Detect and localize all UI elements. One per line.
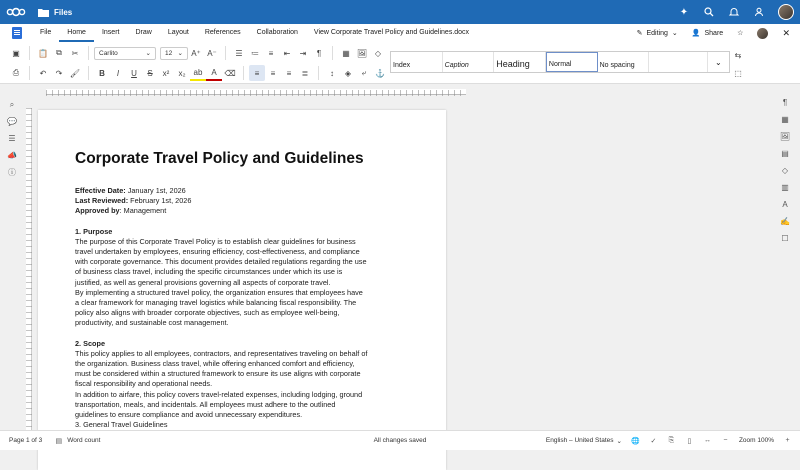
- style-label: Heading: [496, 59, 530, 69]
- body-line: fiscal responsibility and operational needs.: [75, 379, 213, 389]
- nextcloud-logo-icon[interactable]: [4, 0, 28, 24]
- menu-draw[interactable]: Draw: [135, 29, 152, 36]
- body-line: with corporate governance. This document provides detailed regulations regarding the use: [75, 257, 367, 267]
- editor-avatar[interactable]: [757, 28, 768, 39]
- form-settings-icon[interactable]: ☐: [781, 234, 789, 243]
- shrink-font-icon[interactable]: A⁻: [207, 48, 217, 58]
- menu-layout[interactable]: Layout: [167, 29, 189, 36]
- star-icon[interactable]: ☆: [737, 30, 744, 37]
- share-button[interactable]: [692, 29, 723, 37]
- nextcloud-header: [0, 0, 800, 24]
- paragraph-settings-icon[interactable]: ¶: [782, 98, 788, 107]
- insert-image-icon[interactable]: 🖼: [356, 48, 368, 58]
- meta-value: February 1st, 2026: [128, 196, 192, 206]
- home-toolbar: [0, 42, 800, 84]
- justify-icon[interactable]: ≣: [301, 68, 309, 78]
- ruler-ticks: [26, 108, 32, 430]
- body-line: productivity, and sustainable cost management.: [75, 318, 229, 328]
- style-heading[interactable]: [494, 52, 546, 72]
- insert-table-icon[interactable]: ▦: [342, 48, 350, 58]
- superscript-icon[interactable]: x²: [162, 68, 170, 78]
- style-label: Caption: [444, 62, 469, 69]
- meta-value: : Management: [119, 206, 167, 216]
- divider: [29, 46, 30, 60]
- zoom-out-icon[interactable]: −: [723, 437, 728, 444]
- share-label: Share: [704, 29, 724, 37]
- wrap-text-icon[interactable]: ⤶: [361, 68, 367, 77]
- section-heading-scope: 2. Scope: [75, 338, 106, 348]
- page-view-icon[interactable]: ▯: [687, 437, 692, 445]
- divider: [332, 46, 333, 60]
- paragraph-background-icon[interactable]: ◈: [344, 68, 352, 78]
- fit-width-icon[interactable]: ↔: [703, 437, 711, 444]
- vertical-ruler[interactable]: [26, 108, 32, 430]
- status-bar: [0, 430, 800, 450]
- formatting-marks-icon[interactable]: ¶: [316, 48, 322, 58]
- ruler-ticks: [46, 90, 466, 96]
- horizontal-ruler[interactable]: [28, 88, 778, 96]
- style-label: No spacing: [599, 62, 635, 69]
- comments-icon[interactable]: 💬: [7, 117, 17, 126]
- clone-formatting-icon[interactable]: 🖌: [69, 68, 81, 78]
- globe-icon[interactable]: 🌐: [631, 437, 640, 445]
- contacts-icon[interactable]: [753, 6, 765, 18]
- body-line: guidelines to ensure compliance and avoid unnecessary expenditures.: [75, 410, 303, 420]
- document-body[interactable]: [75, 150, 375, 441]
- subscript-icon[interactable]: x₂: [178, 68, 186, 78]
- document-heading: Corporate Travel Policy and Guidelines: [75, 150, 364, 167]
- underline-icon[interactable]: U: [131, 68, 137, 78]
- search-icon[interactable]: ⌕: [9, 99, 15, 109]
- divider: [88, 46, 89, 60]
- body-line: The purpose of this Corporate Travel Policy is to establish clear guidelines for business: [75, 236, 356, 246]
- style-caption[interactable]: [443, 52, 495, 72]
- document-page[interactable]: [38, 110, 446, 470]
- zoom-in-icon[interactable]: +: [785, 437, 790, 444]
- meta-label: Last Reviewed:: [75, 196, 129, 206]
- body-line: transportation, meals, and incidentals. All employees must adhere to the outlined: [75, 399, 336, 409]
- copy-icon[interactable]: ⧉: [56, 48, 62, 57]
- editing-mode-button[interactable]: [637, 29, 678, 37]
- page-info[interactable]: Page 1 of 3: [9, 437, 43, 444]
- spellcheck-icon[interactable]: ✓: [650, 437, 657, 445]
- style-label: Normal: [548, 61, 572, 68]
- body-line: 3. General Travel Guidelines: [75, 420, 168, 430]
- save-state: All changes saved: [373, 437, 427, 444]
- document-title: Corporate Travel Policy and Guidelines.docx: [330, 29, 470, 36]
- chevron-down-icon: ⌄: [145, 50, 151, 57]
- language-value: English – United States: [545, 437, 614, 444]
- info-icon[interactable]: ⓘ: [8, 168, 16, 177]
- sidebar-toggle-icon[interactable]: ⇆: [734, 50, 742, 60]
- style-no-spacing[interactable]: [598, 52, 650, 72]
- anchor-icon[interactable]: ⚓: [375, 68, 385, 78]
- right-sidebar: [770, 86, 800, 430]
- folder-icon: [38, 8, 49, 17]
- meta-value: January 1st, 2026: [125, 186, 186, 195]
- meta-line: [75, 196, 375, 206]
- body-line: policy also aligns with broader corporate objectives, such as employee well-being,: [75, 308, 340, 318]
- style-label: Index: [393, 62, 411, 69]
- chevron-down-icon: ⌄: [671, 30, 678, 37]
- bold-icon[interactable]: B: [99, 68, 105, 78]
- section-heading-purpose: 1. Purpose: [75, 226, 113, 236]
- styles-dropdown-chevron-icon[interactable]: ⌄: [714, 57, 722, 67]
- files-app-label: Files: [54, 7, 73, 17]
- left-sidebar: [0, 86, 24, 430]
- meta-label: Approved by: [75, 206, 120, 216]
- insert-shape-icon[interactable]: ◇: [374, 48, 382, 58]
- signature-icon[interactable]: ✍: [780, 217, 790, 226]
- font-name-value: Carlito: [99, 49, 118, 57]
- clear-formatting-icon[interactable]: ⌫: [224, 68, 236, 78]
- shape-settings-icon[interactable]: ◇: [781, 166, 789, 175]
- notifications-bell-icon[interactable]: [728, 6, 740, 18]
- meta-label: Effective Date:: [75, 186, 126, 195]
- divider: [243, 66, 244, 80]
- divider: [88, 66, 89, 80]
- grow-font-icon[interactable]: A⁺: [191, 48, 201, 58]
- divider: [29, 66, 30, 80]
- style-index[interactable]: [391, 52, 443, 72]
- zoom-level[interactable]: Zoom 100%: [738, 437, 774, 444]
- menu-insert[interactable]: Insert: [101, 29, 120, 36]
- body-line: must be considered within a structured framework to ensure its use aligns with corporate: [75, 369, 361, 379]
- word-count-icon: ▤: [55, 437, 63, 445]
- image-settings-icon[interactable]: 🖼: [779, 132, 791, 141]
- align-center-icon[interactable]: ≡: [270, 68, 276, 78]
- menu-view[interactable]: View: [313, 29, 329, 36]
- font-size-value: 12: [165, 49, 173, 57]
- assistant-sparkle-icon[interactable]: ✦: [679, 6, 689, 18]
- outline-list-icon[interactable]: ≡: [268, 48, 274, 58]
- bullet-list-icon[interactable]: ☰: [235, 48, 243, 58]
- body-line: of business class travel, including the specific circumstances under which its use is: [75, 267, 343, 277]
- increase-indent-icon[interactable]: ⇥: [299, 48, 307, 58]
- align-right-icon[interactable]: ≡: [286, 68, 292, 78]
- menu-file[interactable]: File: [40, 29, 52, 36]
- share-user-icon: 👤: [691, 30, 701, 37]
- strikethrough-icon[interactable]: S: [147, 68, 153, 78]
- chevron-down-icon: ⌄: [616, 437, 622, 445]
- style-empty[interactable]: [649, 52, 707, 72]
- ruler-bar: [46, 89, 466, 95]
- table-settings-icon[interactable]: ▦: [781, 115, 789, 124]
- language-select[interactable]: [546, 437, 622, 445]
- body-line: By implementing a structured travel policy, the organization ensures that employees have: [75, 287, 363, 297]
- body-line: In addition to airfare, this policy covers travel-related expenses, including lodging, ground: [75, 389, 363, 399]
- word-count-button[interactable]: [54, 436, 100, 445]
- header-footer-icon[interactable]: ▤: [781, 149, 789, 158]
- font-size-select[interactable]: [160, 47, 188, 60]
- menu-home[interactable]: Home: [59, 24, 94, 42]
- body-line: travel undertaken by employees, ensuring efficiency, cost-effectiveness, and compliance: [75, 247, 360, 257]
- divider: [318, 66, 319, 80]
- align-left-icon[interactable]: ≡: [249, 65, 265, 81]
- meta-line: [75, 186, 375, 196]
- files-app-link[interactable]: [38, 8, 72, 17]
- body-line: This policy applies to all employees, contractors, and representatives traveling on behalf of: [75, 348, 368, 358]
- user-avatar[interactable]: [778, 4, 794, 20]
- search-icon[interactable]: [703, 6, 715, 18]
- body-line: the organization. Business class travel, while offering enhanced comfort and efficiency,: [75, 359, 355, 369]
- divider: [225, 46, 226, 60]
- line-spacing-icon[interactable]: ↕: [330, 68, 334, 78]
- font-color-icon[interactable]: A: [206, 65, 222, 81]
- decrease-indent-icon[interactable]: ⇤: [283, 48, 291, 58]
- close-icon[interactable]: ✕: [782, 27, 790, 38]
- pencil-icon: ✎: [636, 30, 643, 37]
- meta-line: [75, 206, 375, 216]
- chevron-down-icon: ⌄: [177, 50, 183, 57]
- menu-references[interactable]: References: [204, 29, 241, 36]
- paste-icon[interactable]: 📋: [38, 48, 48, 58]
- font-name-select[interactable]: [94, 47, 156, 60]
- highlight-color-icon[interactable]: ab: [190, 65, 206, 81]
- redo-icon[interactable]: ↷: [55, 68, 63, 78]
- text-art-icon[interactable]: A: [782, 200, 788, 209]
- document-canvas[interactable]: [24, 96, 770, 430]
- menu-bar: [0, 24, 800, 42]
- editing-label: Editing: [646, 29, 668, 37]
- body-line: a clear framework for managing travel logistics while balancing fiscal responsibility. The: [75, 298, 357, 308]
- chart-settings-icon[interactable]: ▥: [781, 183, 789, 192]
- print-icon[interactable]: ⎙: [12, 68, 20, 77]
- menu-collaboration[interactable]: Collaboration: [256, 29, 298, 36]
- track-changes-icon[interactable]: ⎘: [668, 436, 675, 444]
- select-style-icon[interactable]: ⬚: [734, 68, 742, 78]
- body-line: justified, as well as general provisions governing all aspects of corporate travel.: [75, 277, 331, 287]
- italic-icon[interactable]: I: [116, 68, 120, 78]
- announcements-icon[interactable]: 📣: [7, 151, 17, 160]
- document-icon: [12, 27, 22, 39]
- style-normal[interactable]: [546, 52, 598, 72]
- word-count-label: Word count: [67, 437, 101, 444]
- save-icon[interactable]: ▣: [12, 48, 20, 58]
- paragraph-styles-gallery: [390, 51, 730, 73]
- numbered-list-icon[interactable]: ≔: [251, 48, 259, 58]
- undo-icon[interactable]: ↶: [39, 68, 47, 78]
- navigation-icon[interactable]: ☰: [8, 134, 16, 143]
- cut-icon[interactable]: ✂: [71, 48, 79, 58]
